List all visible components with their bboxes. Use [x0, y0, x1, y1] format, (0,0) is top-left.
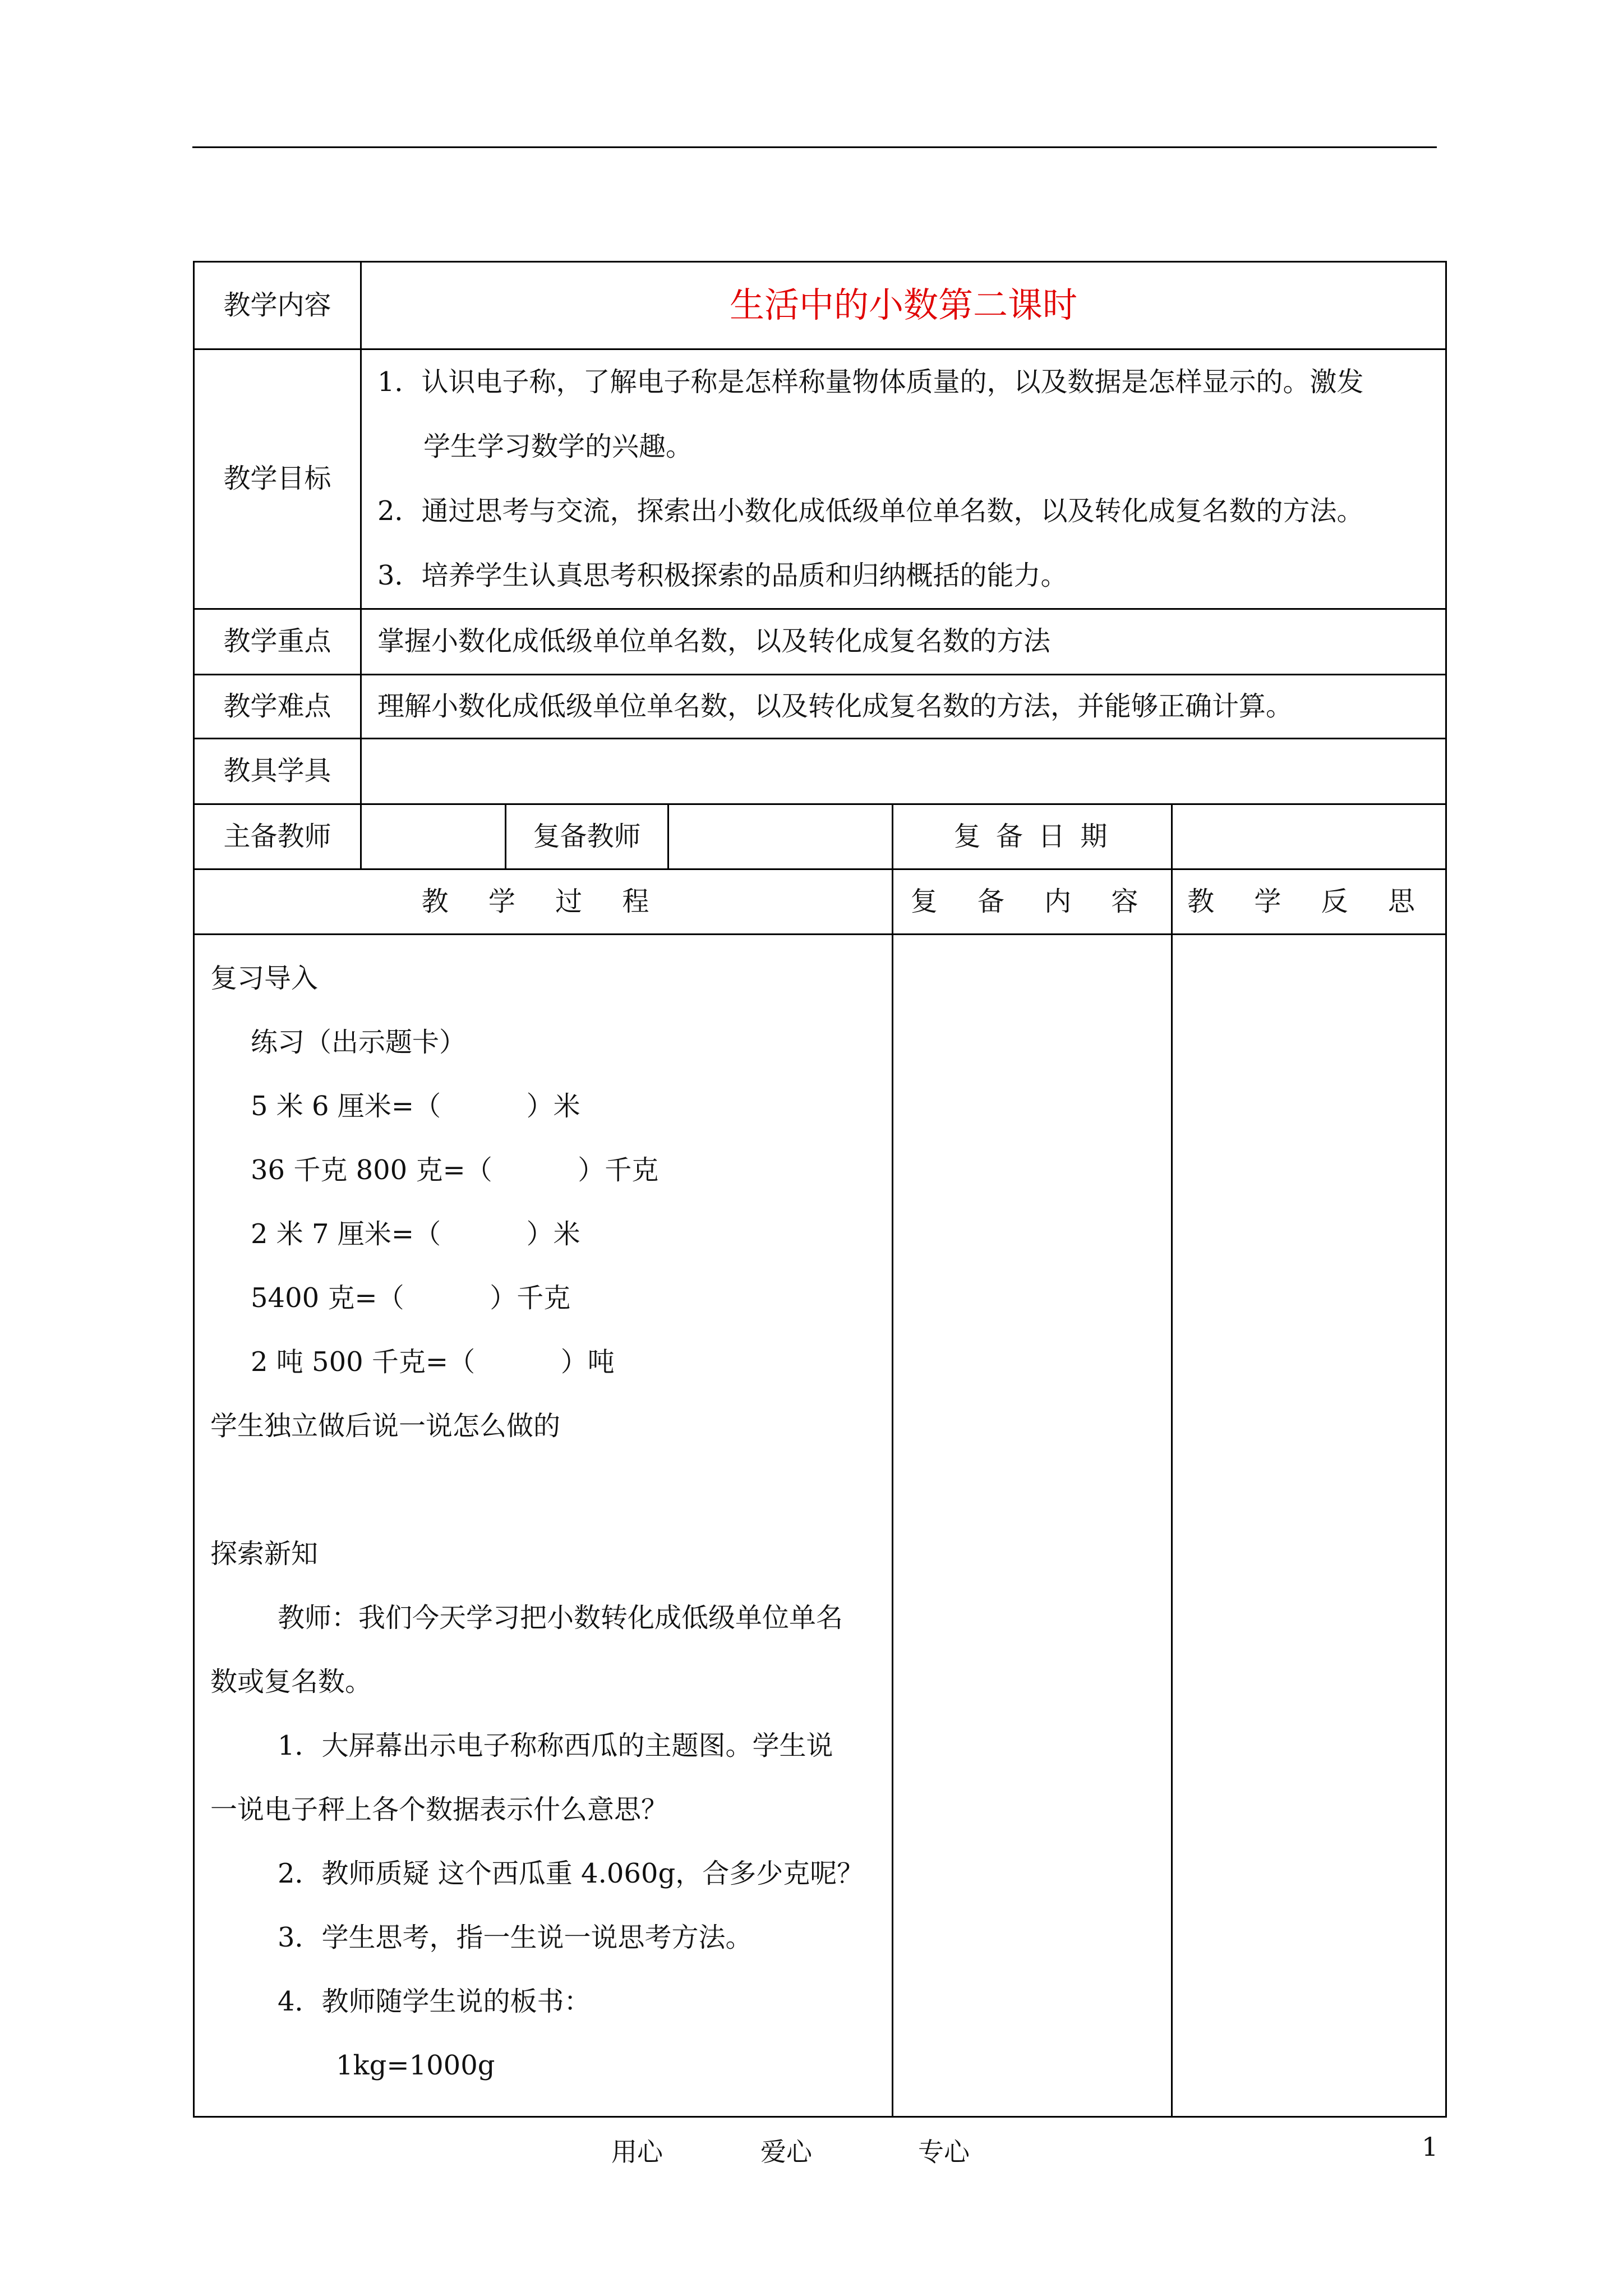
process-line: 2 米 7 厘米=（ ）米 — [251, 1218, 580, 1250]
process-line: 探索新知 — [210, 1538, 319, 1570]
row-content — [194, 262, 1446, 349]
row-tools — [194, 739, 1446, 804]
row-difficulty — [194, 675, 1446, 739]
goal-2: 2．通过思考与交流，探索出小数化成低级单位单名数，以及转化成复名数的方法。 — [377, 495, 1364, 527]
goals-cell — [361, 349, 1446, 609]
row-goals — [194, 349, 1446, 609]
process-line: 2 吨 500 千克=（ ）吨 — [251, 1346, 615, 1378]
row-teachers — [194, 804, 1446, 869]
page-number: 1 — [1422, 2132, 1438, 2162]
key-label: 教学重点 — [194, 609, 361, 675]
main-teacher-label: 主备教师 — [194, 804, 361, 869]
date-value — [1172, 804, 1446, 869]
review-cell — [893, 935, 1172, 2117]
process-cell — [194, 935, 893, 2117]
goal-1-cont: 学生学习数学的兴趣。 — [423, 431, 693, 462]
goals-label: 教学目标 — [194, 349, 361, 609]
row-key — [194, 609, 1446, 675]
key-text: 掌握小数化成低级单位单名数，以及转化成复名数的方法 — [361, 609, 1446, 675]
difficulty-label: 教学难点 — [194, 675, 361, 739]
process-line — [210, 1458, 876, 1522]
difficulty-text: 理解小数化成低级单位单名数，以及转化成复名数的方法，并能够正确计算。 — [361, 675, 1446, 739]
process-line: 3．学生思考，指一生说一说思考方法。 — [278, 1922, 753, 1953]
lesson-plan-table — [193, 261, 1447, 2118]
review-header: 复 备 内 容 — [893, 869, 1172, 935]
row-section-headers — [194, 869, 1446, 935]
footer-word-1: 用心 — [611, 2137, 663, 2167]
goal-3: 3．培养学生认真思考积极探索的品质和归纳概括的能力。 — [377, 560, 1068, 591]
process-line: 数或复名数。 — [210, 1666, 372, 1697]
reflection-header: 教 学 反 思 — [1172, 869, 1446, 935]
goal-1: 1．认识电子称，了解电子称是怎样称量物体质量的，以及数据是怎样显示的。激发 — [377, 366, 1364, 398]
process-line: 5 米 6 厘米=（ ）米 — [251, 1091, 580, 1122]
process-line: 练习（出示题卡） — [251, 1027, 467, 1058]
process-line: 2．教师质疑 这个西瓜重 4.060g，合多少克呢？ — [278, 1858, 864, 1889]
reflection-cell — [1172, 935, 1446, 2117]
process-line: 复习导入 — [210, 963, 319, 994]
date-label: 复 备 日 期 — [893, 804, 1172, 869]
process-line: 1kg=1000g — [336, 2050, 495, 2081]
process-line: 4．教师随学生说的板书： — [278, 1986, 591, 2017]
tools-label: 教具学具 — [194, 739, 361, 804]
lesson-title: 生活中的小数第二课时 — [361, 262, 1446, 349]
process-line: 教师：我们今天学习把小数转化成低级单位单名 — [278, 1602, 843, 1634]
tools-text — [361, 739, 1446, 804]
process-line: 36 千克 800 克=（ ）千克 — [251, 1154, 659, 1186]
process-header: 教 学 过 程 — [194, 869, 893, 935]
content-label: 教学内容 — [194, 262, 361, 349]
row-process — [194, 935, 1446, 2117]
co-teacher-value — [668, 804, 893, 869]
footer-word-3: 专心 — [918, 2137, 970, 2167]
process-line: 5400 克=（ ）千克 — [251, 1282, 571, 1314]
process-line: 一说电子秤上各个数据表示什么意思？ — [210, 1794, 668, 1825]
footer-word-2: 爱心 — [760, 2137, 812, 2167]
main-teacher-value — [361, 804, 506, 869]
header-rule — [192, 146, 1437, 148]
process-line: 1．大屏幕出示电子称称西瓜的主题图。学生说 — [278, 1730, 833, 1761]
process-line: 学生独立做后说一说怎么做的 — [210, 1410, 561, 1442]
co-teacher-label: 复备教师 — [506, 804, 668, 869]
